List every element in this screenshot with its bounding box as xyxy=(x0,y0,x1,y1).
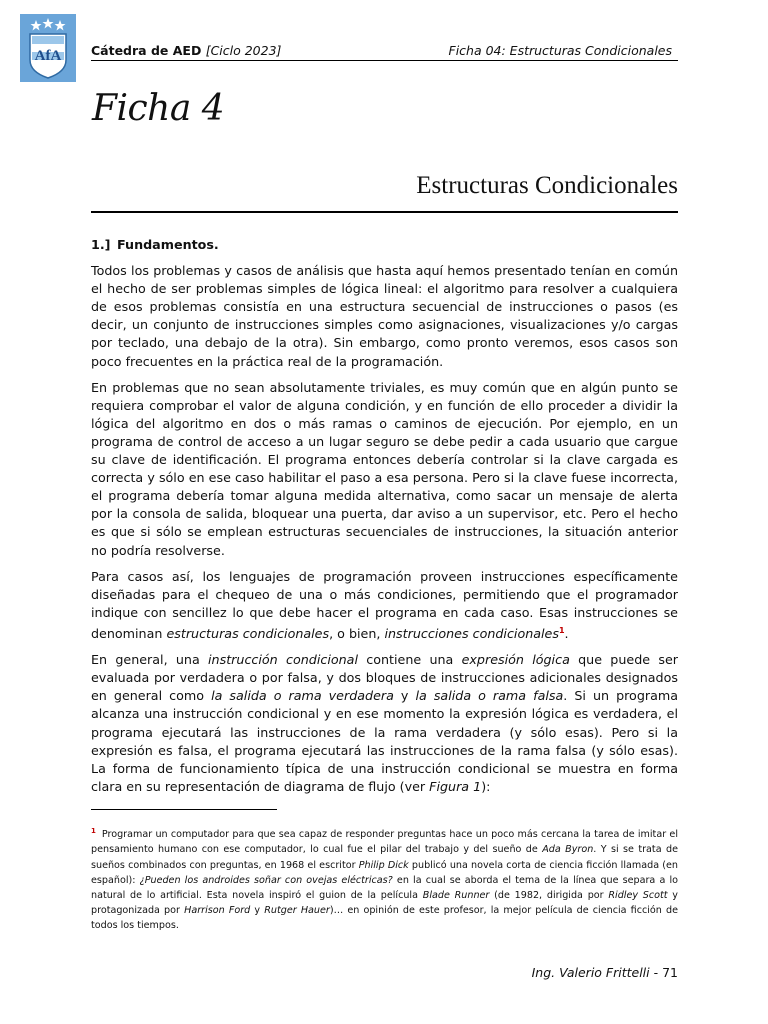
page-header xyxy=(91,43,678,61)
course-cycle: [Ciclo 2023] xyxy=(205,43,282,58)
page-footer xyxy=(532,965,678,980)
emphasis: estructuras condicionales xyxy=(166,626,330,642)
page-number: 71 xyxy=(662,965,678,980)
chapter-title: Estructuras Condicionales xyxy=(416,172,678,199)
header-divider xyxy=(91,60,678,61)
emphasis: la salida o rama falsa xyxy=(415,688,564,704)
emphasis: Philip Dick xyxy=(358,859,409,871)
text-run: y xyxy=(393,688,416,704)
text-run: . xyxy=(564,626,569,642)
emphasis: Rutger Hauer xyxy=(264,905,330,917)
emphasis: instrucciones condicionales xyxy=(384,626,559,642)
title-divider xyxy=(91,211,678,213)
emphasis: Ridley Scott xyxy=(608,890,668,901)
text-run: (de 1982, dirigida por xyxy=(489,890,609,901)
section-number: 1.] xyxy=(91,237,111,252)
footnote-reference[interactable]: 1 xyxy=(558,625,565,635)
text-run: )… en opinión de este profesor, la mejor película de ciencia ficción de todos los tiempos. xyxy=(91,905,678,932)
paragraph-4 xyxy=(91,651,678,796)
footer-author: Ing. Valerio Frittelli xyxy=(531,965,650,980)
emphasis: expresión lógica xyxy=(461,652,570,668)
afa-logo xyxy=(20,14,76,82)
emphasis: ¿Pueden los androides soñar con ovejas eléctricas? xyxy=(139,874,393,886)
section-heading xyxy=(91,236,678,254)
section-title: Fundamentos. xyxy=(117,237,219,252)
page-title: Ficha 4 xyxy=(92,88,225,129)
emphasis: Blade Runner xyxy=(422,890,490,901)
header-chapter: Ficha 04: Estructuras Condicionales xyxy=(448,43,672,58)
text-run: en la cual se aborda el tema de la línea que separa a lo natural de lo artificial. Esta novela inspiró el guion de la película xyxy=(91,874,678,901)
text-run: En general, una xyxy=(91,652,209,668)
text-run: , o bien, xyxy=(329,626,385,642)
main-content xyxy=(91,236,678,804)
text-run: Programar un computador para que sea capaz de responder preguntas hace un poco más cercana la tarea de imitar el pensamiento humano con ese computador, lo cual fue el pilar del trabajo y del sueño de xyxy=(91,829,678,856)
text-run: . Si un programa alcanza una instrucción condicional y en ese momento la expresión lógica es verdadera, el programa ejecutará las instrucciones de la rama verdadera (y sólo esas). Pero si la expresión es falsa, el programa ejecutará las instrucciones de la rama falsa (y sólo esas). La forma de funcionamiento típica de una instrucción condicional se muestra en forma clara en su representación de diagrama de flujo (ver xyxy=(91,688,678,794)
text-run: . Y si se trata de sueños combinados con preguntas, en 1968 el escritor xyxy=(91,844,678,871)
paragraph-3 xyxy=(91,568,678,644)
emphasis: la salida o rama verdadera xyxy=(211,688,394,704)
text-run: Para casos así, los lenguajes de programación proveen instrucciones específicamente diseñadas para el chequeo de una o más condiciones, permitiendo que el programador indique con sencillez lo que debe hacer el programa en cada caso. Esas instrucciones se denominan xyxy=(91,568,678,642)
footer-separator: - xyxy=(649,965,663,980)
text-run: y xyxy=(250,905,265,917)
header-course xyxy=(91,43,281,58)
text-run: ): xyxy=(481,778,491,794)
logo-text: AfA xyxy=(34,48,62,64)
emphasis: instrucción condicional xyxy=(208,652,358,668)
text-run: publicó una novela corta de ciencia ficción llamada (en español): xyxy=(91,859,678,886)
footnote xyxy=(91,824,678,934)
footnote-marker: 1 xyxy=(91,827,96,835)
emphasis: Harrison Ford xyxy=(184,905,251,917)
paragraph-2: En problemas que no sean absolutamente triviales, es muy común que en algún punto se requiera comprobar el valor de alguna condición, y en función de ello proceder a dividir la lógica del algoritmo en dos o más ramas o caminos de ejecución. Por ejemplo, en un programa de control de acceso a un lugar seguro se debe pedir a cada usuario que cargue su clave de identificación. El programa entonces debería controlar si la clave cargada es correcta y sólo en ese caso habilitar el paso a esa persona. Pero si la clave fuese incorrecta, el programa debería tomar alguna medida alternativa, como sacar un mensaje de alerta por la consola de salida, bloquear una puerta, dar aviso a un supervisor, etc. Pero el hecho es que si sólo se emplean estructuras secuenciales de instrucciones, la situación anterior no podría resolverse. xyxy=(91,379,678,558)
figure-reference: Figura 1 xyxy=(429,778,482,794)
text-run: y protagonizada por xyxy=(91,890,678,917)
course-name: Cátedra de AED xyxy=(91,43,202,58)
text-run: contiene una xyxy=(357,652,462,668)
emphasis: Ada Byron xyxy=(542,844,594,856)
paragraph-1: Todos los problemas y casos de análisis que hasta aquí hemos presentado tenían en común el hecho de ser problemas simples de lógica lineal: el algoritmo para resolver a cualquiera de esos problemas consistía en una estructura secuencial de instrucciones o pasos (es decir, un conjunto de instrucciones simples como asignaciones, visualizaciones y/o cargas por teclado, una debajo de la otra). Sin embargo, como pronto veremos, esos casos son poco frecuentes en la práctica real de la programación. xyxy=(91,263,678,369)
text-run: que puede ser evaluada por verdadera o por falsa, y dos bloques de instrucciones adicionales designados en general como xyxy=(91,652,678,704)
footnote-divider xyxy=(91,809,277,810)
